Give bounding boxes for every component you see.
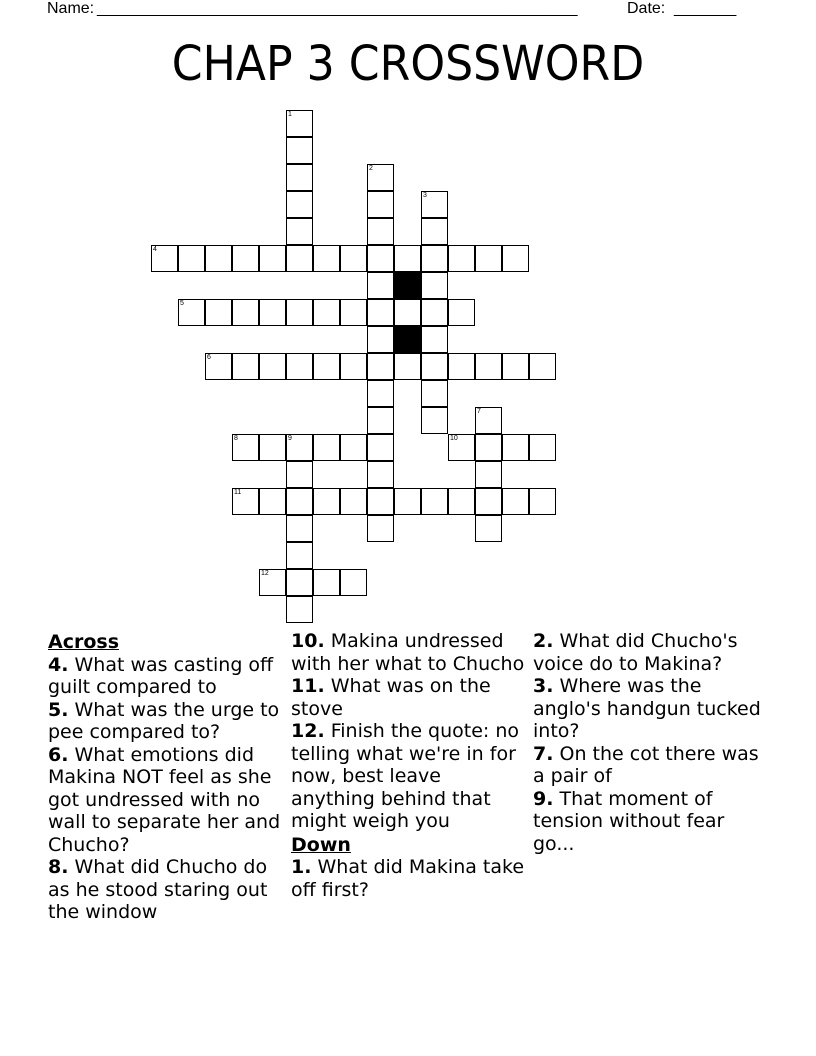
crossword-cell[interactable] (394, 353, 421, 380)
crossword-cell[interactable] (286, 434, 313, 461)
crossword-cell[interactable] (340, 353, 367, 380)
crossword-cell[interactable] (529, 434, 556, 461)
crossword-cell[interactable] (421, 488, 448, 515)
clue-number: 8 (234, 435, 238, 442)
down-clue-list (533, 630, 769, 855)
clues-column-1 (48, 630, 284, 924)
crossword-cell[interactable] (259, 353, 286, 380)
clue-text: What did Makina take off first? (291, 856, 525, 901)
clue-number: 4. (48, 653, 69, 676)
name-field[interactable]: ______________________________________________________ (97, 0, 578, 17)
crossword-cell[interactable] (367, 218, 394, 245)
date-label: Date: (627, 0, 666, 17)
crossword-cell[interactable] (529, 488, 556, 515)
crossword-cell[interactable] (286, 461, 313, 488)
crossword-cell[interactable] (367, 407, 394, 434)
clue-number: 1. (291, 856, 312, 878)
crossword-cell[interactable] (475, 245, 502, 272)
crossword-cell[interactable] (421, 218, 448, 245)
across-clue-list (291, 630, 527, 833)
crossword-cell[interactable] (340, 299, 367, 326)
clues-column-3 (533, 630, 769, 855)
crossword-cell[interactable] (421, 272, 448, 299)
clue (533, 788, 769, 856)
clue (533, 675, 769, 743)
crossword-cell[interactable] (313, 434, 340, 461)
crossword-cell[interactable] (313, 245, 340, 272)
crossword-cell[interactable] (232, 353, 259, 380)
crossword-cell[interactable] (421, 380, 448, 407)
crossword-cell[interactable] (286, 488, 313, 515)
across-clue-list (48, 654, 284, 924)
clue-number: 2. (533, 630, 554, 652)
crossword-cell[interactable] (205, 299, 232, 326)
crossword-cell[interactable] (286, 515, 313, 542)
crossword-cell[interactable] (259, 434, 286, 461)
crossword-cell[interactable] (448, 245, 475, 272)
crossword-cell[interactable] (529, 353, 556, 380)
clue-number: 6. (48, 743, 69, 766)
crossword-cell[interactable] (475, 488, 502, 515)
crossword-cell[interactable] (367, 380, 394, 407)
clue-text: Makina undressed with her what to Chucho (291, 630, 525, 675)
crossword-cell[interactable] (232, 434, 259, 461)
crossword-cell[interactable] (340, 434, 367, 461)
clue-text: What emotions did Makina NOT feel as she got undressed with no wall to separate her and Chucho? (48, 743, 281, 856)
clue-number: 5. (48, 698, 69, 721)
clue (533, 743, 769, 788)
crossword-cell[interactable] (421, 299, 448, 326)
crossword-cell[interactable] (205, 353, 232, 380)
page-title: CHAP 3 CROSSWORD (171, 36, 645, 92)
clue (48, 699, 284, 744)
crossword-cell[interactable] (367, 245, 394, 272)
crossword-cell[interactable] (259, 299, 286, 326)
crossword-cell[interactable] (286, 569, 313, 596)
crossword-cell[interactable] (421, 245, 448, 272)
clue-number: 9. (533, 787, 554, 810)
clue-text: What was on the stove (291, 675, 491, 720)
crossword-cell[interactable] (448, 299, 475, 326)
clue-number: 8. (48, 856, 69, 878)
crossword-cell[interactable] (421, 353, 448, 380)
crossword-cell[interactable] (421, 407, 448, 434)
crossword-cell[interactable] (367, 299, 394, 326)
date-field[interactable]: _______ (674, 0, 737, 17)
crossword-cell[interactable] (178, 245, 205, 272)
clue-number: 12. (291, 720, 325, 742)
clue-number: 3 (423, 192, 427, 199)
clue-text: Where was the anglo's handgun tucked into? (533, 675, 761, 742)
clue-number: 6 (207, 354, 211, 361)
clue (291, 720, 527, 833)
crossword-cell[interactable] (286, 218, 313, 245)
crossword-cell[interactable] (502, 434, 529, 461)
down-clue-list (291, 856, 527, 901)
crossword-cell[interactable] (340, 245, 367, 272)
crossword-cell[interactable] (151, 245, 178, 272)
crossword-cell[interactable] (475, 515, 502, 542)
crossword-cell[interactable] (502, 488, 529, 515)
clue-number: 9 (288, 435, 292, 442)
crossword-cell[interactable] (448, 488, 475, 515)
crossword-cell[interactable] (367, 164, 394, 191)
crossword-cell[interactable] (367, 488, 394, 515)
crossword-cell[interactable] (313, 353, 340, 380)
crossword-cell[interactable] (232, 488, 259, 515)
clue (291, 675, 527, 720)
clue-text: What was the urge to pee compared to? (48, 698, 280, 743)
clue (291, 856, 527, 901)
crossword-cell[interactable] (286, 353, 313, 380)
crossword-cell[interactable] (394, 299, 421, 326)
clue-text: What did Chucho do as he stood staring out the window (48, 856, 268, 923)
clue-number: 10 (450, 435, 458, 442)
crossword-cell[interactable] (421, 191, 448, 218)
crossword-cell[interactable] (286, 245, 313, 272)
crossword-cell[interactable] (367, 272, 394, 299)
name-label: Name: (47, 0, 95, 17)
crossword-cell[interactable] (502, 353, 529, 380)
clue-number: 12 (261, 570, 269, 577)
clue-text: What was casting off guilt compared to (48, 653, 274, 698)
crossword-cell[interactable] (367, 326, 394, 353)
crossword-cell[interactable] (259, 245, 286, 272)
crossword-cell[interactable] (286, 299, 313, 326)
clue-number: 1 (288, 111, 292, 118)
crossword-cell[interactable] (286, 164, 313, 191)
black-cell (394, 272, 421, 299)
crossword-cell[interactable] (286, 137, 313, 164)
clue-number: 3. (533, 675, 554, 697)
crossword-cell[interactable] (286, 110, 313, 137)
across-heading: Across (48, 631, 120, 653)
crossword-cell[interactable] (232, 299, 259, 326)
crossword-cell[interactable] (367, 191, 394, 218)
crossword-cell[interactable] (286, 542, 313, 569)
clue-number: 7. (533, 742, 554, 765)
clue-text: That moment of tension without fear go... (533, 787, 725, 855)
crossword-cell[interactable] (232, 245, 259, 272)
clue-number: 10. (291, 630, 325, 652)
crossword-cell[interactable] (475, 461, 502, 488)
crossword-cell[interactable] (259, 488, 286, 515)
clues-column-2 (291, 630, 527, 901)
crossword-cell[interactable] (502, 245, 529, 272)
clue-number: 11 (234, 489, 242, 496)
crossword-cell[interactable] (367, 434, 394, 461)
crossword-cell[interactable] (394, 488, 421, 515)
clue (48, 856, 284, 924)
clue (48, 654, 284, 699)
clue (533, 630, 769, 675)
crossword-cell[interactable] (448, 353, 475, 380)
crossword-cell[interactable] (286, 191, 313, 218)
crossword-cell[interactable] (367, 461, 394, 488)
crossword-cell[interactable] (340, 569, 367, 596)
crossword-cell[interactable] (367, 515, 394, 542)
clue-number: 7 (477, 408, 481, 415)
crossword-cell[interactable] (421, 326, 448, 353)
clue-text: What did Chucho's voice do to Makina? (533, 630, 738, 675)
clue-number: 4 (153, 246, 157, 253)
crossword-cell[interactable] (259, 569, 286, 596)
clue-text: Finish the quote: no telling what we're in for now, best leave anything behind that might weigh you (291, 720, 520, 832)
crossword-cell[interactable] (475, 434, 502, 461)
black-cell (394, 326, 421, 353)
crossword-cell[interactable] (313, 569, 340, 596)
crossword-cell[interactable] (340, 488, 367, 515)
crossword-cell[interactable] (313, 299, 340, 326)
crossword-cell[interactable] (178, 299, 205, 326)
crossword-cell[interactable] (475, 407, 502, 434)
clue (48, 744, 284, 857)
crossword-cell[interactable] (286, 596, 313, 623)
crossword-cell[interactable] (313, 488, 340, 515)
crossword-cell[interactable] (394, 245, 421, 272)
clue-number: 11. (291, 675, 325, 697)
crossword-cell[interactable] (205, 245, 232, 272)
clue-number: 5 (180, 300, 184, 307)
down-heading: Down (291, 833, 351, 856)
clue-number: 2 (369, 165, 373, 172)
crossword-cell[interactable] (475, 353, 502, 380)
clue-text: On the cot there was a pair of (533, 742, 759, 787)
crossword-cell[interactable] (448, 434, 475, 461)
crossword-cell[interactable] (367, 353, 394, 380)
clue (291, 630, 527, 675)
